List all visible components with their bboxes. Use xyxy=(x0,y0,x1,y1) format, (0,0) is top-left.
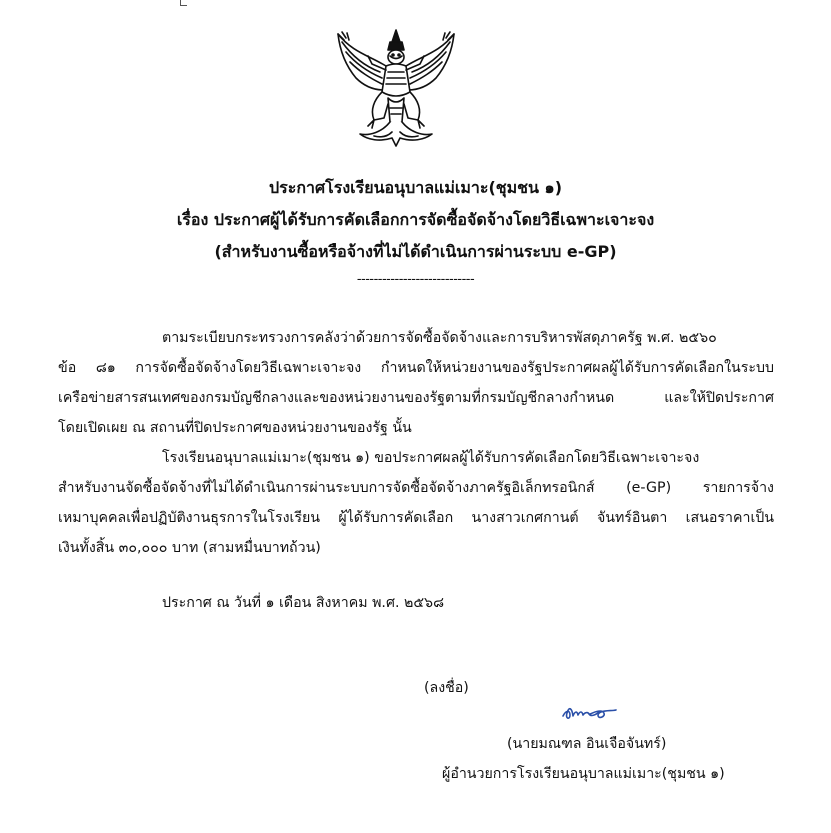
signer-position: ผู้อำนวยการโรงเรียนอนุบาลแม่เมาะ(ชุมชน ๑) xyxy=(442,766,725,782)
paragraph-1-line-4: โดยเปิดเผย ณ สถานที่ปิดประกาศของหน่วยงานของรัฐ นั้น xyxy=(58,420,412,436)
sign-label: (ลงชื่อ) xyxy=(424,680,469,696)
paragraph-2-line-2: สำหรับงานจัดซื้อจัดจ้างที่ไม่ได้ดำเนินการผ่านระบบการจัดซื้อจัดจ้างภาครัฐอิเล็กทรอนิกส์ (e-GP) รายการจ้าง xyxy=(58,480,774,496)
paragraph-2-line-1: โรงเรียนอนุบาลแม่เมาะ(ชุมชน ๑) ขอประกาศผลผู้ได้รับการคัดเลือกโดยวิธีเฉพาะเจาะจง xyxy=(162,450,700,466)
corner-mark xyxy=(180,0,187,6)
announcement-date: ประกาศ ณ วันที่ ๑ เดือน สิงหาคม พ.ศ. ๒๕๖๘ xyxy=(162,595,445,611)
handwritten-signature xyxy=(560,702,620,724)
signer-name: (นายมณฑล อินเจือจันทร์) xyxy=(507,736,667,752)
paragraph-1-line-3: เครือข่ายสารสนเทศของกรมบัญชีกลางและของหน่วยงานของรัฐตามที่กรมบัญชีกลางกำหนด และให้ปิดประกาศ xyxy=(58,390,774,406)
garuda-emblem-icon xyxy=(330,26,462,154)
paragraph-2-line-4: เงินทั้งสิ้น ๓๐,๐๐๐ บาท (สามหมื่นบาทถ้วน) xyxy=(58,540,321,556)
paragraph-1-line-1: ตามระเบียบกระทรวงการคลังว่าด้วยการจัดซื้อจัดจ้างและการบริหารพัสดุภาครัฐ พ.ศ. ๒๕๖๐ xyxy=(162,330,717,346)
divider-line: ---------------------------- xyxy=(356,272,475,287)
paragraph-2-line-3: เหมาบุคคลเพื่อปฏิบัติงานธุรการในโรงเรียน ผู้ได้รับการคัดเลือก นางสาวเกศกานต์ จันทร์อินตา เสนอราคาเป็น xyxy=(58,510,774,526)
announcement-subject: เรื่อง ประกาศผู้ได้รับการคัดเลือกการจัดซื้อจัดจ้างโดยวิธีเฉพาะเจาะจง xyxy=(176,210,655,229)
paragraph-1-line-2: ข้อ ๘๑ การจัดซื้อจัดจ้างโดยวิธีเฉพาะเจาะจง กำหนดให้หน่วยงานของรัฐประกาศผลผู้ได้รับการคัดเลือกในระบบ xyxy=(58,360,774,376)
announcement-scope: (สำหรับงานซื้อหรือจ้างที่ไม่ได้ดำเนินการผ่านระบบ e-GP) xyxy=(214,242,617,261)
announcement-title: ประกาศโรงเรียนอนุบาลแม่เมาะ(ชุมชน ๑) xyxy=(268,178,563,197)
